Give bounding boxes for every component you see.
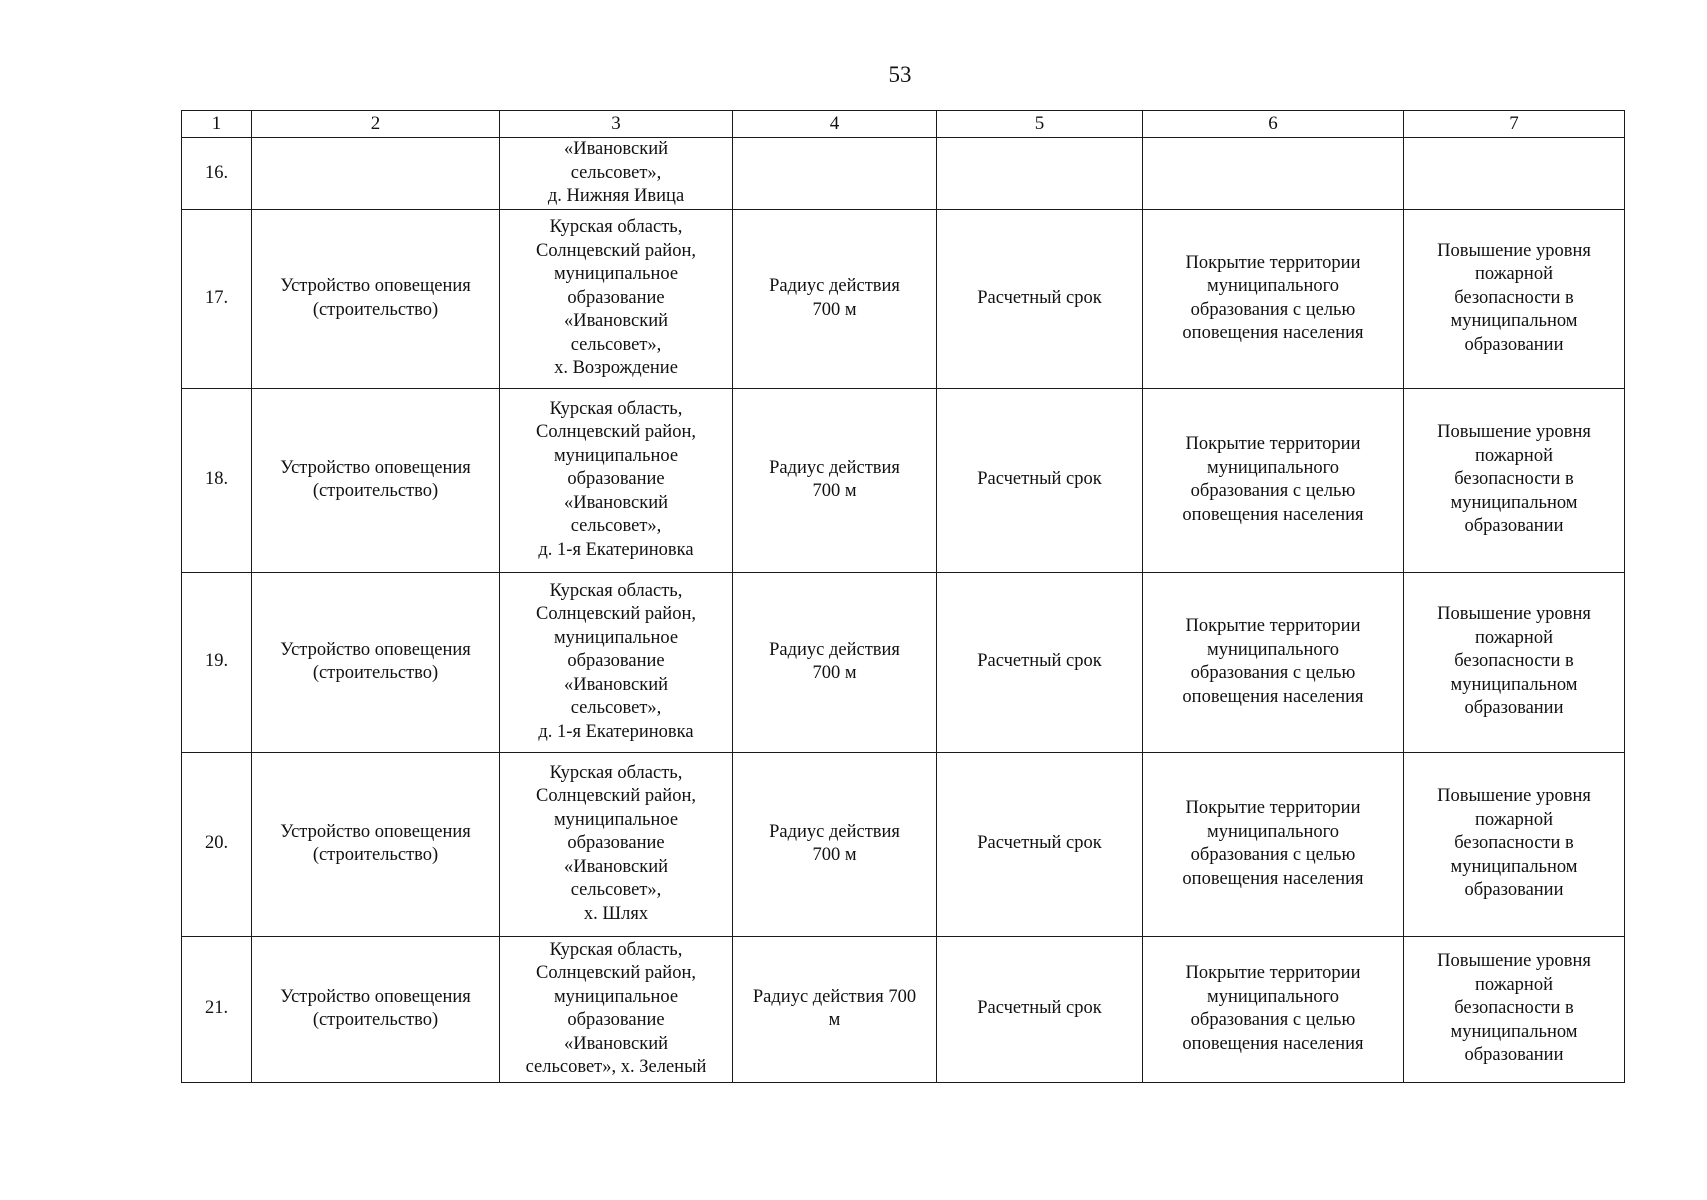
table-row <box>182 572 1625 752</box>
column-number: 1 <box>182 111 252 138</box>
object-cell: Устройство оповещения (строительство) <box>252 209 500 388</box>
characteristics-cell: Радиус действия 700 м <box>733 936 937 1082</box>
column-number: 4 <box>733 111 937 138</box>
column-number-row <box>182 111 1625 138</box>
column-number: 5 <box>937 111 1143 138</box>
column-number: 2 <box>252 111 500 138</box>
location-cell: Курская область, Солнцевский район, муниципальное образование «Ивановский сельсовет», х. Шлях <box>500 752 733 936</box>
column-number: 7 <box>1404 111 1625 138</box>
column-number: 3 <box>500 111 733 138</box>
objects-table <box>181 110 1625 1083</box>
object-cell: Устройство оповещения (строительство) <box>252 752 500 936</box>
characteristics-cell: Радиус действия 700 м <box>733 752 937 936</box>
table-row <box>182 936 1625 1082</box>
page-number: 53 <box>888 62 912 87</box>
term-cell: Расчетный срок <box>937 752 1143 936</box>
column-number: 6 <box>1143 111 1404 138</box>
object-cell: Устройство оповещения (строительство) <box>252 936 500 1082</box>
term-cell <box>937 138 1143 210</box>
object-cell <box>252 138 500 210</box>
location-cell: Курская область, Солнцевский район, муниципальное образование «Ивановский сельсовет», х. Возрождение <box>500 209 733 388</box>
purpose-cell: Покрытие территории муниципального образования с целью оповещения населения <box>1143 209 1404 388</box>
object-cell: Устройство оповещения (строительство) <box>252 388 500 572</box>
purpose-cell: Покрытие территории муниципального образования с целью оповещения населения <box>1143 572 1404 752</box>
location-cell: Курская область, Солнцевский район, муниципальное образование «Ивановский сельсовет», д. 1-я Екатериновка <box>500 572 733 752</box>
effect-cell: Повышение уровня пожарной безопасности в муниципальном образовании <box>1404 936 1625 1082</box>
term-cell: Расчетный срок <box>937 572 1143 752</box>
row-number: 17. <box>182 209 252 388</box>
characteristics-cell <box>733 138 937 210</box>
location-cell: «Ивановский сельсовет», д. Нижняя Ивица <box>500 138 733 210</box>
term-cell: Расчетный срок <box>937 936 1143 1082</box>
effect-cell: Повышение уровня пожарной безопасности в муниципальном образовании <box>1404 388 1625 572</box>
purpose-cell: Покрытие территории муниципального образования с целью оповещения населения <box>1143 388 1404 572</box>
effect-cell: Повышение уровня пожарной безопасности в муниципальном образовании <box>1404 209 1625 388</box>
purpose-cell: Покрытие территории муниципального образования с целью оповещения населения <box>1143 752 1404 936</box>
effect-cell: Повышение уровня пожарной безопасности в муниципальном образовании <box>1404 752 1625 936</box>
characteristics-cell: Радиус действия 700 м <box>733 388 937 572</box>
characteristics-cell: Радиус действия 700 м <box>733 209 937 388</box>
row-number: 19. <box>182 572 252 752</box>
table-row <box>182 752 1625 936</box>
table-row <box>182 209 1625 388</box>
term-cell: Расчетный срок <box>937 209 1143 388</box>
location-cell: Курская область, Солнцевский район, муниципальное образование «Ивановский сельсовет», х. Зеленый <box>500 936 733 1082</box>
row-number: 18. <box>182 388 252 572</box>
effect-cell <box>1404 138 1625 210</box>
term-cell: Расчетный срок <box>937 388 1143 572</box>
row-number: 20. <box>182 752 252 936</box>
table-row <box>182 388 1625 572</box>
purpose-cell <box>1143 138 1404 210</box>
table-row <box>182 138 1625 210</box>
row-number: 16. <box>182 138 252 210</box>
purpose-cell: Покрытие территории муниципального образования с целью оповещения населения <box>1143 936 1404 1082</box>
row-number: 21. <box>182 936 252 1082</box>
characteristics-cell: Радиус действия 700 м <box>733 572 937 752</box>
location-cell: Курская область, Солнцевский район, муниципальное образование «Ивановский сельсовет», д. 1-я Екатериновка <box>500 388 733 572</box>
effect-cell: Повышение уровня пожарной безопасности в муниципальном образовании <box>1404 572 1625 752</box>
object-cell: Устройство оповещения (строительство) <box>252 572 500 752</box>
